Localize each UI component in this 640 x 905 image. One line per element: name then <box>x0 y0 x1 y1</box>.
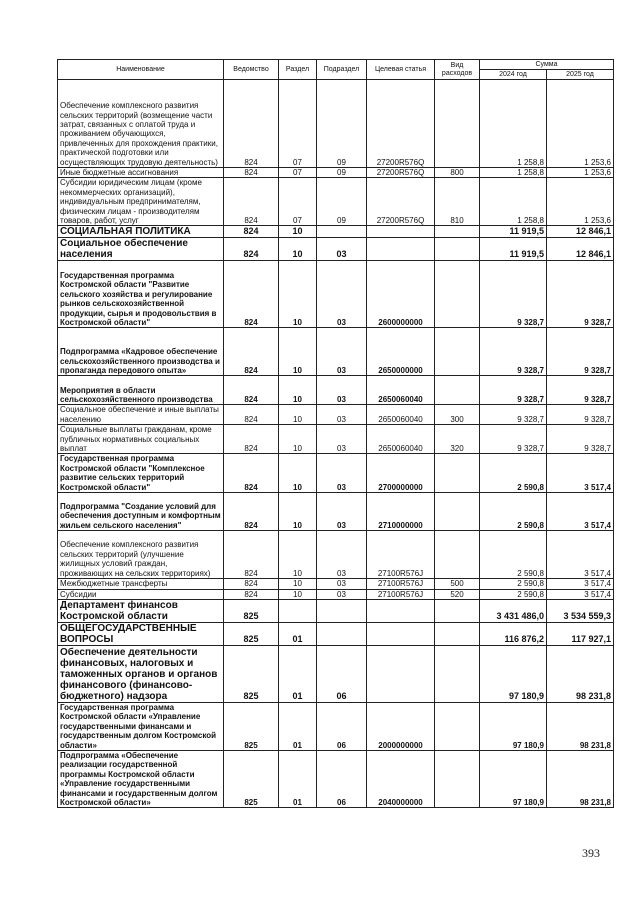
cell-subsection: 09 <box>317 168 367 178</box>
cell-2025: 1 253,6 <box>547 168 614 178</box>
cell-dept: 824 <box>224 493 279 531</box>
cell-kind <box>435 750 480 807</box>
cell-2025: 9 328,7 <box>547 261 614 328</box>
cell-section: 10 <box>279 376 317 405</box>
cell-subsection: 09 <box>317 80 367 168</box>
cell-section: 01 <box>279 750 317 807</box>
cell-2024: 97 180,9 <box>480 702 547 750</box>
cell-section: 07 <box>279 178 317 226</box>
cell-name: Подпрограмма «Кадровое обеспечение сельскохозяйственного производства и пропаганда передового опыта» <box>58 328 224 376</box>
cell-dept: 825 <box>224 750 279 807</box>
cell-dept: 824 <box>224 238 279 261</box>
cell-dept: 824 <box>224 226 279 238</box>
cell-2025: 3 534 559,3 <box>547 599 614 622</box>
cell-subsection: 03 <box>317 376 367 405</box>
col-header-target: Целевая статья <box>367 60 435 80</box>
cell-subsection: 09 <box>317 178 367 226</box>
cell-section: 01 <box>279 622 317 645</box>
cell-2024: 97 180,9 <box>480 750 547 807</box>
cell-kind <box>435 599 480 622</box>
col-header-2024: 2024 год <box>480 70 547 80</box>
cell-dept: 825 <box>224 599 279 622</box>
cell-target: 2710000000 <box>367 493 435 531</box>
cell-target: 2650060040 <box>367 376 435 405</box>
cell-section: 10 <box>279 589 317 599</box>
cell-name: Обеспечение комплексного развития сельских территорий (возмещение части затрат, связанных с оплатой труда и проживанием обучающихся, привлеченных для прохождения практики, практической подготовки или осуществляющих трудовую деятельность) <box>58 80 224 168</box>
table-row <box>58 80 614 168</box>
cell-2025: 9 328,7 <box>547 425 614 454</box>
cell-section <box>279 599 317 622</box>
cell-kind <box>435 376 480 405</box>
cell-dept: 825 <box>224 622 279 645</box>
cell-name: Обеспечение комплексного развития сельских территорий (улучшение жилищных условий граждан, проживающих на сельских территориях) <box>58 531 224 579</box>
cell-target <box>367 226 435 238</box>
cell-section: 10 <box>279 226 317 238</box>
cell-target <box>367 599 435 622</box>
cell-section: 10 <box>279 493 317 531</box>
cell-name: Обеспечение деятельности финансовых, налоговых и таможенных органов и органов финансового (финансово-бюджетного) надзора <box>58 645 224 702</box>
cell-name: Подпрограмма «Обеспечение реализации государственной программы Костромской области «Управление государственными финансами и государственным долгом Костромской области» <box>58 750 224 807</box>
cell-kind <box>435 238 480 261</box>
table-row <box>58 599 614 622</box>
cell-subsection: 03 <box>317 261 367 328</box>
cell-name: ОБЩЕГОСУДАРСТВЕННЫЕ ВОПРОСЫ <box>58 622 224 645</box>
table-row <box>58 579 614 589</box>
cell-target: 2650060040 <box>367 405 435 425</box>
cell-target: 27100R576J <box>367 589 435 599</box>
cell-kind: 320 <box>435 425 480 454</box>
cell-subsection: 03 <box>317 589 367 599</box>
cell-name: Государственная программа Костромской области «Управление государственными финансами и государственным долгом Костромской области» <box>58 702 224 750</box>
table-row <box>58 622 614 645</box>
cell-name: Социальное обеспечение населения <box>58 238 224 261</box>
cell-subsection: 03 <box>317 328 367 376</box>
cell-section: 07 <box>279 80 317 168</box>
cell-2024: 1 258,8 <box>480 168 547 178</box>
cell-target: 27200R576Q <box>367 178 435 226</box>
cell-2025: 98 231,8 <box>547 702 614 750</box>
table-row <box>58 328 614 376</box>
col-header-subsection: Подраздел <box>317 60 367 80</box>
cell-dept: 824 <box>224 425 279 454</box>
cell-target: 2650060040 <box>367 425 435 454</box>
cell-name: Межбюджетные трансферты <box>58 579 224 589</box>
cell-dept: 825 <box>224 645 279 702</box>
cell-2025: 1 253,6 <box>547 80 614 168</box>
cell-section: 10 <box>279 238 317 261</box>
cell-dept: 824 <box>224 579 279 589</box>
cell-section: 01 <box>279 645 317 702</box>
table-row <box>58 168 614 178</box>
cell-kind <box>435 454 480 493</box>
cell-subsection: 03 <box>317 454 367 493</box>
cell-name: Мероприятия в области сельскохозяйственного производства <box>58 376 224 405</box>
cell-2025: 12 846,1 <box>547 238 614 261</box>
cell-2024: 9 328,7 <box>480 405 547 425</box>
page-number: 393 <box>582 846 600 860</box>
cell-subsection: 03 <box>317 579 367 589</box>
cell-subsection: 03 <box>317 405 367 425</box>
cell-kind <box>435 328 480 376</box>
cell-name: Подпрограмма "Создание условий для обеспечения доступным и комфортным жильем сельского населения" <box>58 493 224 531</box>
table-row <box>58 750 614 807</box>
cell-kind <box>435 702 480 750</box>
cell-2025: 9 328,7 <box>547 376 614 405</box>
cell-2025: 3 517,4 <box>547 454 614 493</box>
cell-2025: 1 253,6 <box>547 178 614 226</box>
cell-2025: 9 328,7 <box>547 405 614 425</box>
cell-2025: 117 927,1 <box>547 622 614 645</box>
cell-target <box>367 238 435 261</box>
table-row <box>58 226 614 238</box>
cell-kind: 520 <box>435 589 480 599</box>
cell-2024: 97 180,9 <box>480 645 547 702</box>
cell-name: Департамент финансов Костромской области <box>58 599 224 622</box>
table-row <box>58 425 614 454</box>
cell-dept: 824 <box>224 80 279 168</box>
col-header-kind: Вид расходов <box>435 60 480 80</box>
cell-subsection <box>317 226 367 238</box>
cell-2024: 11 919,5 <box>480 238 547 261</box>
cell-dept: 824 <box>224 261 279 328</box>
cell-2025: 3 517,4 <box>547 589 614 599</box>
cell-kind <box>435 531 480 579</box>
cell-kind <box>435 493 480 531</box>
cell-subsection <box>317 599 367 622</box>
cell-section: 10 <box>279 579 317 589</box>
cell-section: 10 <box>279 454 317 493</box>
cell-kind <box>435 226 480 238</box>
cell-dept: 824 <box>224 454 279 493</box>
cell-2024: 2 590,8 <box>480 589 547 599</box>
cell-section: 10 <box>279 425 317 454</box>
table-body <box>58 80 614 808</box>
col-header-name: Наименование <box>58 60 224 80</box>
cell-target: 2600000000 <box>367 261 435 328</box>
cell-target: 27100R576J <box>367 531 435 579</box>
budget-table <box>57 59 614 808</box>
col-header-2025: 2025 год <box>547 70 614 80</box>
cell-kind: 500 <box>435 579 480 589</box>
cell-section: 01 <box>279 702 317 750</box>
cell-2025: 3 517,4 <box>547 579 614 589</box>
cell-2024: 2 590,8 <box>480 493 547 531</box>
cell-section: 10 <box>279 531 317 579</box>
cell-target: 2650000000 <box>367 328 435 376</box>
cell-section: 10 <box>279 328 317 376</box>
cell-subsection: 03 <box>317 238 367 261</box>
cell-name: Государственная программа Костромской области "Развитие сельского хозяйства и регулирование рынков сельскохозяйственной продукции, сырья и продовольствия в Костромской области" <box>58 261 224 328</box>
cell-section: 07 <box>279 168 317 178</box>
table-row <box>58 531 614 579</box>
cell-target <box>367 645 435 702</box>
cell-name: Государственная программа Костромской области "Комплексное развитие сельских территорий Костромской области" <box>58 454 224 493</box>
cell-dept: 824 <box>224 168 279 178</box>
cell-name: Социальные выплаты гражданам, кроме публичных нормативных социальных выплат <box>58 425 224 454</box>
cell-dept: 824 <box>224 405 279 425</box>
col-header-section: Раздел <box>279 60 317 80</box>
cell-2025: 9 328,7 <box>547 328 614 376</box>
table-row <box>58 178 614 226</box>
cell-2025: 3 517,4 <box>547 531 614 579</box>
table-row <box>58 454 614 493</box>
table-row <box>58 238 614 261</box>
cell-subsection: 03 <box>317 531 367 579</box>
cell-subsection <box>317 622 367 645</box>
cell-name: Социальное обеспечение и иные выплаты населению <box>58 405 224 425</box>
table-row <box>58 645 614 702</box>
cell-name: Субсидии <box>58 589 224 599</box>
cell-2024: 2 590,8 <box>480 454 547 493</box>
cell-kind: 800 <box>435 168 480 178</box>
cell-target: 27200R576Q <box>367 168 435 178</box>
cell-subsection: 06 <box>317 750 367 807</box>
col-header-sum: Сумма <box>480 60 614 70</box>
table-row <box>58 493 614 531</box>
cell-dept: 824 <box>224 178 279 226</box>
cell-2024: 1 258,8 <box>480 178 547 226</box>
cell-2024: 3 431 486,0 <box>480 599 547 622</box>
cell-2024: 9 328,7 <box>480 425 547 454</box>
cell-2024: 2 590,8 <box>480 579 547 589</box>
cell-kind <box>435 80 480 168</box>
table-row <box>58 405 614 425</box>
cell-target: 27200R576Q <box>367 80 435 168</box>
cell-2025: 3 517,4 <box>547 493 614 531</box>
cell-section: 10 <box>279 405 317 425</box>
cell-2024: 2 590,8 <box>480 531 547 579</box>
cell-target: 2040000000 <box>367 750 435 807</box>
cell-kind: 300 <box>435 405 480 425</box>
cell-2024: 9 328,7 <box>480 328 547 376</box>
cell-dept: 824 <box>224 376 279 405</box>
cell-kind <box>435 622 480 645</box>
cell-kind <box>435 261 480 328</box>
cell-target: 27100R576J <box>367 579 435 589</box>
cell-dept: 824 <box>224 328 279 376</box>
cell-2025: 98 231,8 <box>547 750 614 807</box>
cell-subsection: 03 <box>317 493 367 531</box>
cell-subsection: 06 <box>317 702 367 750</box>
cell-2024: 1 258,8 <box>480 80 547 168</box>
cell-subsection: 03 <box>317 425 367 454</box>
cell-section: 10 <box>279 261 317 328</box>
table-row <box>58 261 614 328</box>
cell-kind <box>435 645 480 702</box>
cell-target: 2700000000 <box>367 454 435 493</box>
table-row <box>58 589 614 599</box>
cell-name: СОЦИАЛЬНАЯ ПОЛИТИКА <box>58 226 224 238</box>
table-row <box>58 702 614 750</box>
cell-2025: 98 231,8 <box>547 645 614 702</box>
cell-target: 2000000000 <box>367 702 435 750</box>
table-row <box>58 376 614 405</box>
cell-2024: 9 328,7 <box>480 261 547 328</box>
col-header-dept: Ведомство <box>224 60 279 80</box>
cell-subsection: 06 <box>317 645 367 702</box>
cell-2024: 11 919,5 <box>480 226 547 238</box>
cell-target <box>367 622 435 645</box>
cell-dept: 824 <box>224 531 279 579</box>
cell-2024: 116 876,2 <box>480 622 547 645</box>
cell-2024: 9 328,7 <box>480 376 547 405</box>
cell-kind: 810 <box>435 178 480 226</box>
cell-name: Иные бюджетные ассигнования <box>58 168 224 178</box>
cell-name: Субсидии юридическим лицам (кроме некоммерческих организаций), индивидуальным предпринимателям, физическим лицам - производителям товаров, работ, услуг <box>58 178 224 226</box>
cell-2025: 12 846,1 <box>547 226 614 238</box>
cell-dept: 824 <box>224 589 279 599</box>
cell-dept: 825 <box>224 702 279 750</box>
